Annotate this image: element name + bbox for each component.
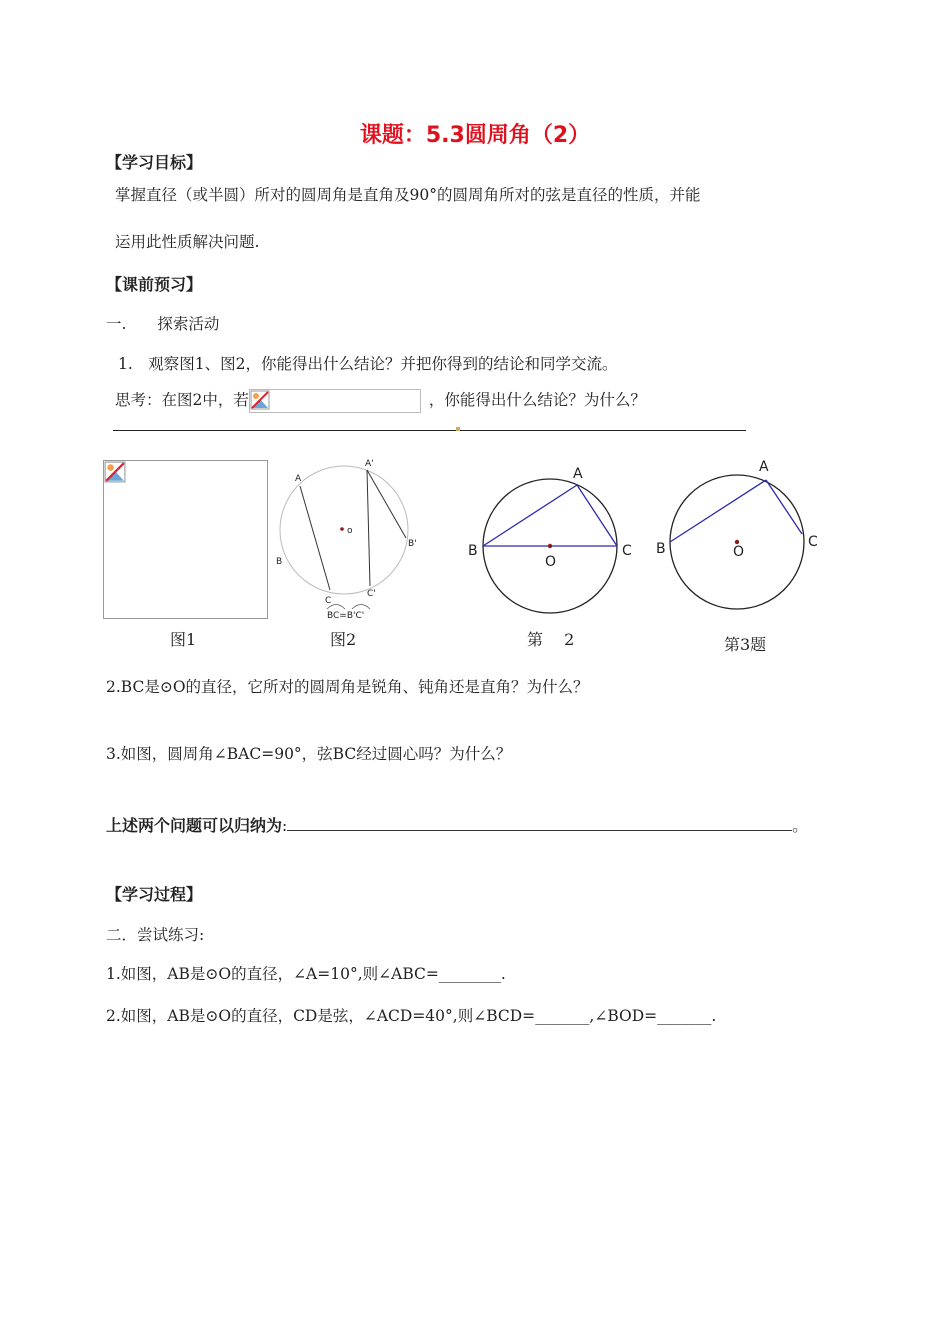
practice-2: 2.如图，AB是⊙O的直径，CD是弦，∠ACD=40°,则∠BCD=_______,∠BOD=_______. [106, 1007, 717, 1025]
figure-4-diagram [650, 452, 830, 622]
figure-2-chord-ac2 [367, 470, 370, 586]
figure-2-diagram [270, 452, 420, 632]
figure-2-label-o: o [347, 526, 353, 536]
figure-4-chord-ab [670, 480, 766, 542]
figure-1-caption: 图1 [170, 630, 197, 649]
goals-line-2: 运用此性质解决问题. [115, 233, 260, 251]
practice-1: 1.如图，AB是⊙O的直径，∠A=10°,则∠ABC=________. [106, 965, 506, 983]
figure-3-chord-ab [483, 485, 577, 546]
figure-2-equation: BC=B'C' [327, 611, 365, 621]
figure-3-caption: 第 2 [527, 630, 575, 649]
figure-2-label-b2: B' [408, 539, 417, 549]
figure-3-label-c: C [622, 543, 632, 559]
summary-label: 上述两个问题可以归纳为 [106, 816, 283, 835]
broken-image-icon [104, 461, 126, 483]
question-1: 1. 观察图1、图2，你能得出什么结论？并把你得到的结论和同学交流。 [118, 355, 618, 373]
figure-3-center [548, 544, 552, 548]
figure-3-label-a: A [573, 466, 583, 482]
think-suffix: ，你能得出什么结论？为什么？ [428, 391, 646, 409]
figure-2-label-c: C [325, 596, 332, 606]
answer-line [113, 430, 746, 431]
figure-4-label-c: C [808, 534, 818, 550]
figure-2-chord-ab2 [367, 470, 406, 538]
figure-4-label-b: B [656, 541, 666, 557]
figure-2-label-a2: A' [365, 459, 374, 469]
preview-heading: 【课前预习】 [106, 275, 203, 294]
think-line [115, 388, 646, 413]
figure-2-arc-mark-2 [352, 605, 370, 610]
figure-2-label-c2: C' [367, 589, 376, 599]
figure-3-diagram [460, 456, 645, 626]
figure-2-caption: 图2 [330, 630, 357, 649]
question-2: 2.BC是⊙O的直径，它所对的圆周角是锐角、钝角还是直角？为什么？ [106, 678, 589, 696]
figure-3-label-b: B [468, 543, 478, 559]
page-title: 课题：5.3圆周角（2） [359, 123, 591, 148]
figure-4-caption: 第3题 [724, 635, 767, 654]
summary-blank[interactable] [287, 816, 792, 831]
activity-heading: 一. 探索活动 [106, 315, 220, 333]
figure-1-image [103, 460, 268, 619]
figure-3-label-o: O [545, 554, 557, 570]
broken-image-icon [250, 390, 270, 410]
figure-4-label-o: O [733, 544, 745, 560]
goals-heading: 【学习目标】 [106, 153, 203, 172]
marker-dot [456, 427, 460, 431]
summary-end: 。 [792, 817, 808, 835]
figure-2-center [340, 527, 344, 531]
summary-colon: : [282, 817, 288, 835]
formula-image-placeholder [249, 389, 421, 413]
figure-2-label-a: A [295, 474, 302, 484]
think-prefix: 思考：在图2中，若 [115, 391, 249, 409]
question-3: 3.如图，圆周角∠BAC=90°，弦BC经过圆心吗？为什么？ [106, 745, 512, 763]
figure-4-label-a: A [759, 459, 769, 475]
figure-2-label-b: B [276, 557, 283, 567]
figure-2-chord-ac [300, 486, 330, 590]
goals-line-1: 掌握直径（或半圆）所对的圆周角是直角及90°的圆周角所对的弦是直径的性质，并能 [115, 186, 701, 204]
practice-heading: 二．尝试练习: [106, 926, 205, 944]
figure-2-circle [280, 466, 408, 594]
process-heading: 【学习过程】 [106, 885, 203, 904]
figure-4-chord-ac [766, 480, 802, 534]
figure-3-chord-ac [577, 485, 617, 546]
summary-line [106, 813, 808, 836]
